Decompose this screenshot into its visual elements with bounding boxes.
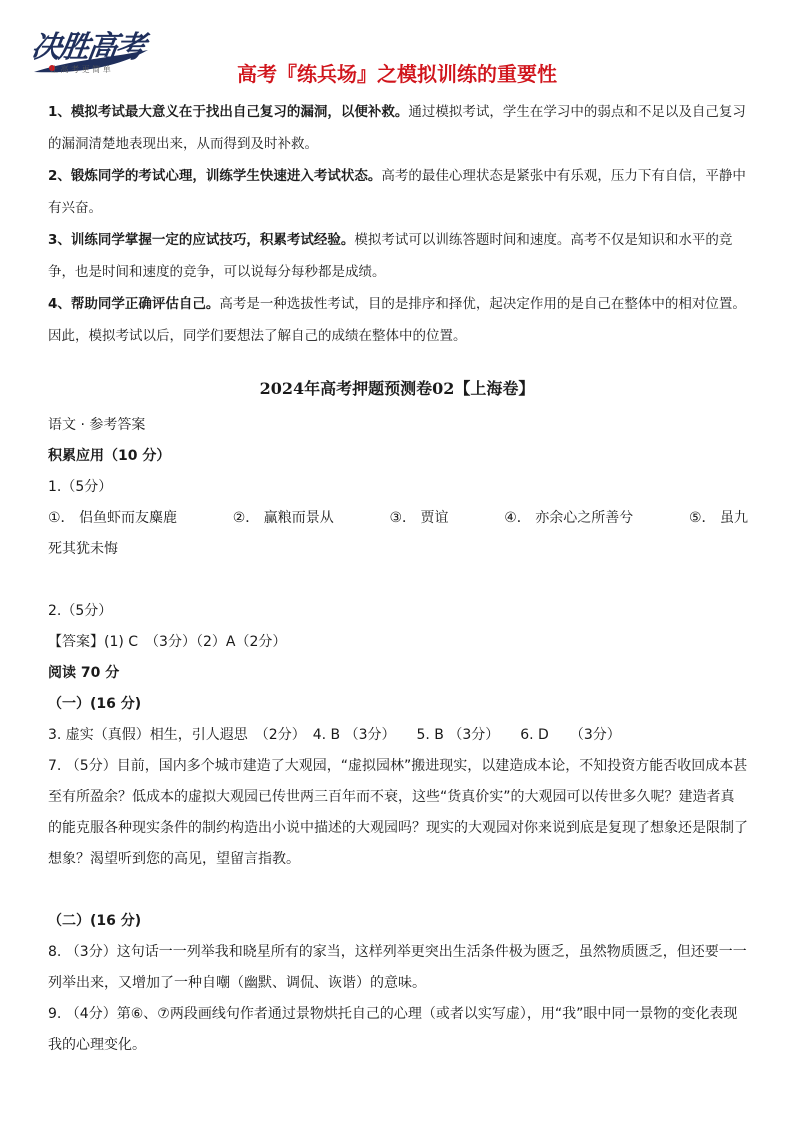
answer-item: ③． 贾谊 — [389, 510, 449, 526]
question-7-answer: 7. （5分）目前，国内多个城市建造了大观园，“虚拟园林”搬进现实，以建造成本论，不知投资方能否收回成本甚至有所盈余？低成本的虚拟大观园已传世两三百年而不衰，这些“货真价实”的大观园可以传世多久呢？建造者真的能克服各种现实条件的制约构造出小说中描述的大观园吗？现实的大观园对你来说到底是复现了想象还是限制了想象？渴望听到您的高见，望留言指教。 — [48, 758, 748, 867]
banner-title: 高考『练兵场』之模拟训练的重要性 — [237, 62, 557, 86]
answer-item: ②． 赢粮而景从 — [232, 510, 334, 526]
intro-section — [48, 96, 748, 352]
answer-item: ④． 亦余心之所善兮 — [504, 510, 634, 526]
question-2-answer: 【答案】(1) C （3分）（2）A（2分） — [48, 634, 287, 650]
answer-item: ①． 侣鱼虾而友麋鹿 — [48, 510, 178, 526]
logo-subtitle: 让 高 考 更 简 单 — [50, 65, 111, 74]
question-1-label: 1.（5分） — [48, 479, 113, 495]
exam-title: 2024年高考押题预测卷02【上海卷】 — [259, 379, 535, 398]
intro-item-1 — [48, 96, 748, 160]
intro-item-3-heading: 3、训练同学掌握一定的应试技巧，积累考试经验。 — [48, 232, 355, 248]
intro-item-1-heading: 1、模拟考试最大意义在于找出自己复习的漏洞，以便补救。 — [48, 104, 409, 120]
section-heading-accumulation: 积累应用（10 分） — [48, 448, 171, 464]
part-heading-1: （一）(16 分) — [48, 696, 142, 712]
intro-item-2 — [48, 160, 748, 224]
question-1-answers — [48, 503, 748, 534]
intro-item-3-text: 模拟考试可以训练答题时间和速度。高考不仅是知识和水平的竞争，也是时间和速度的竞争，可以说每分每秒都是成绩。 — [48, 232, 733, 280]
question-9-answer: 9. （4分）第⑥、⑦两段画线句作者通过景物烘托自己的心理（或者以实写虚），用“我”眼中同一景物的变化表现我的心理变化。 — [48, 1006, 738, 1053]
section-heading-reading: 阅读 70 分 — [48, 665, 120, 681]
questions-3-6-answers: 3. 虚实（真假）相生，引人遐思 （2分） 4. B （3分） 5. B （3分） 6. D （3分） — [48, 727, 621, 743]
intro-item-3 — [48, 224, 748, 288]
question-2-label: 2.（5分） — [48, 603, 113, 619]
intro-item-1-text: 通过模拟考试，学生在学习中的弱点和不足以及自己复习的漏洞清楚地表现出来，从而得到及时补救。 — [48, 104, 746, 152]
intro-item-4-heading: 4、帮助同学正确评估自己。 — [48, 296, 220, 312]
intro-item-4 — [48, 288, 748, 352]
intro-item-2-text: 高考的最佳心理状态是紧张中有乐观，压力下有自信，平静中有兴奋。 — [48, 168, 746, 216]
intro-item-4-text: 高考是一种选拔性考试，目的是排序和择优，起决定作用的是自己在整体中的相对位置。因此，模拟考试以后，同学们要想法了解自己的成绩在整体中的位置。 — [48, 296, 746, 344]
question-8-answer: 8. （3分）这句话一一列举我和晓星所有的家当，这样列举更突出生活条件极为匮乏，虽然物质匮乏，但还要一一列举出来，又增加了一种自嘲（幽默、调侃、诙谐）的意味。 — [48, 944, 747, 991]
answer-body — [48, 410, 748, 1061]
answer-item: ⑤． 虽九 — [688, 510, 748, 526]
subject-label: 语文 · 参考答案 — [48, 417, 146, 433]
intro-item-2-heading: 2、锻炼同学的考试心理，训练学生快速进入考试状态。 — [48, 168, 382, 184]
question-1-answer-continuation: 死其犹未悔 — [48, 541, 118, 557]
logo-text: 决胜高考 — [29, 30, 146, 65]
part-heading-2: （二）(16 分) — [48, 913, 142, 929]
